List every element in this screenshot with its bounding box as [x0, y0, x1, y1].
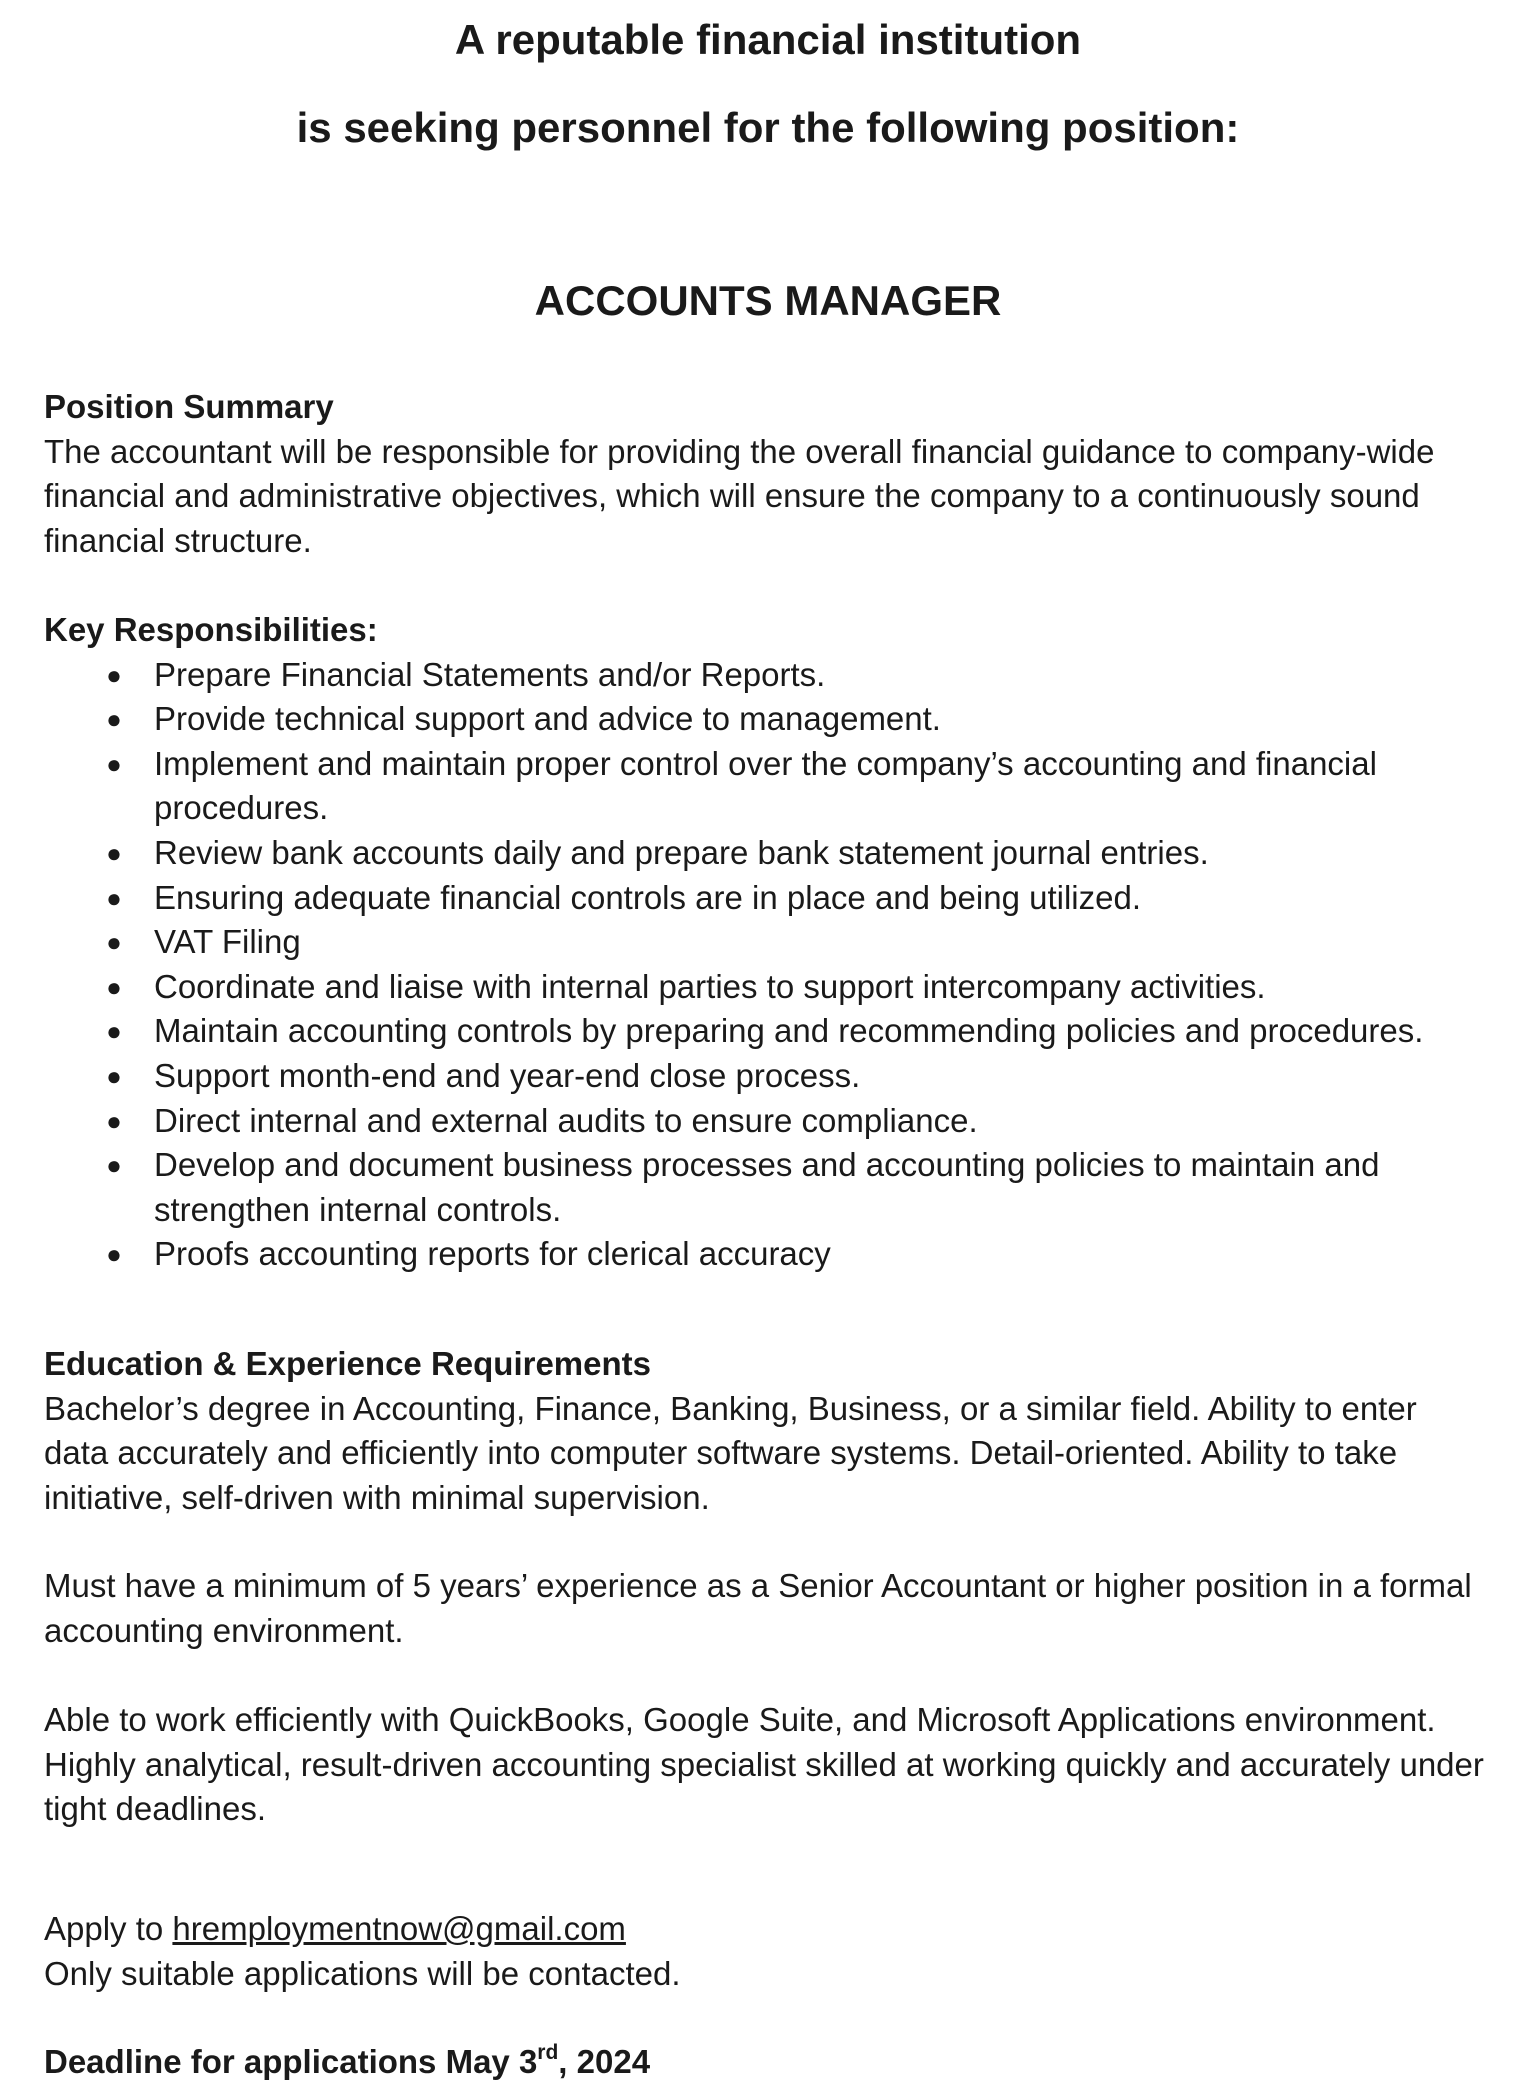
bullet-icon: ● [106, 882, 122, 913]
list-item: ● Provide technical support and advice to management. [44, 697, 1484, 742]
list-item: ● Develop and document business processes and accounting policies to maintain and strengthen internal controls. [44, 1143, 1484, 1232]
key-responsibilities-heading: Key Responsibilities: [44, 611, 378, 648]
position-title: ACCOUNTS MANAGER [534, 277, 1002, 324]
responsibilities-list [44, 653, 1484, 1277]
bullet-icon: ● [106, 1105, 122, 1136]
deadline-prefix: Deadline for applications May 3 [44, 2043, 538, 2080]
bullet-icon: ● [106, 1239, 122, 1270]
list-item: ● Proofs accounting reports for clerical accuracy [44, 1232, 1484, 1277]
bullet-icon: ● [106, 659, 122, 690]
requirements-section [44, 1342, 1484, 1520]
bullet-icon: ● [106, 927, 122, 958]
requirements-paragraph-experience: Must have a minimum of 5 years’ experience as a Senior Accountant or higher position in a formal accounting environment. [44, 1567, 1472, 1649]
bullet-icon: ● [106, 748, 122, 779]
requirements-paragraph-education: Bachelor’s degree in Accounting, Finance, Banking, Business, or a similar field. Ability to enter data accurately and efficiently into computer software systems. Detail-oriented. Ability to take initiative, self-driven with minimal supervision. [44, 1389, 1417, 1516]
requirements-skills [44, 1698, 1484, 1832]
bullet-icon: ● [106, 1016, 122, 1047]
bullet-icon: ● [106, 704, 122, 735]
requirements-paragraph-skills: Able to work efficiently with QuickBooks, Google Suite, and Microsoft Applications environment. Highly analytical, result-driven accounting specialist skilled at working quickly and accurately under tight deadlines. [44, 1701, 1484, 1828]
header-line-1: A reputable financial institution [454, 16, 1082, 63]
list-item: ● Support month-end and year-end close process. [44, 1054, 1484, 1099]
deadline-ordinal: rd [537, 2041, 559, 2064]
key-responsibilities-section [44, 608, 1484, 1277]
apply-line [44, 1907, 1484, 1952]
list-item: ● VAT Filing [44, 920, 1484, 965]
list-item: ● Coordinate and liaise with internal parties to support intercompany activities. [44, 965, 1484, 1010]
apply-prefix: Apply to [44, 1910, 164, 1947]
deadline [44, 2040, 1484, 2085]
requirements-experience [44, 1564, 1484, 1653]
bullet-icon: ● [106, 971, 122, 1002]
apply-note: Only suitable applications will be contacted. [44, 1954, 681, 1992]
requirements-heading: Education & Experience Requirements [44, 1345, 652, 1382]
list-item: ● Direct internal and external audits to ensure compliance. [44, 1099, 1484, 1144]
position-summary-heading: Position Summary [44, 388, 334, 425]
deadline-suffix: , 2024 [558, 2043, 651, 2080]
list-item: ● Ensuring adequate financial controls are in place and being utilized. [44, 876, 1484, 921]
position-summary-text: The accountant will be responsible for providing the overall financial guidance to company-wide financial and administrative objectives, which will ensure the company to a continuously sound financial structure. [44, 432, 1435, 559]
list-item: ● Review bank accounts daily and prepare bank statement journal entries. [44, 831, 1484, 876]
email-link[interactable]: hremploymentnow@gmail.com [172, 1910, 626, 1947]
list-item: ● Implement and maintain proper control over the company’s accounting and financial procedures. [44, 742, 1484, 831]
list-item: ● Maintain accounting controls by preparing and recommending policies and procedures. [44, 1009, 1484, 1054]
apply-section [44, 1907, 1484, 1996]
bullet-icon: ● [106, 1060, 122, 1091]
list-item: ● Prepare Financial Statements and/or Reports. [44, 653, 1484, 698]
bullet-icon: ● [106, 837, 122, 868]
header-line-2: is seeking personnel for the following position: [296, 104, 1240, 151]
position-summary-section [44, 385, 1484, 563]
bullet-icon: ● [106, 1150, 122, 1181]
